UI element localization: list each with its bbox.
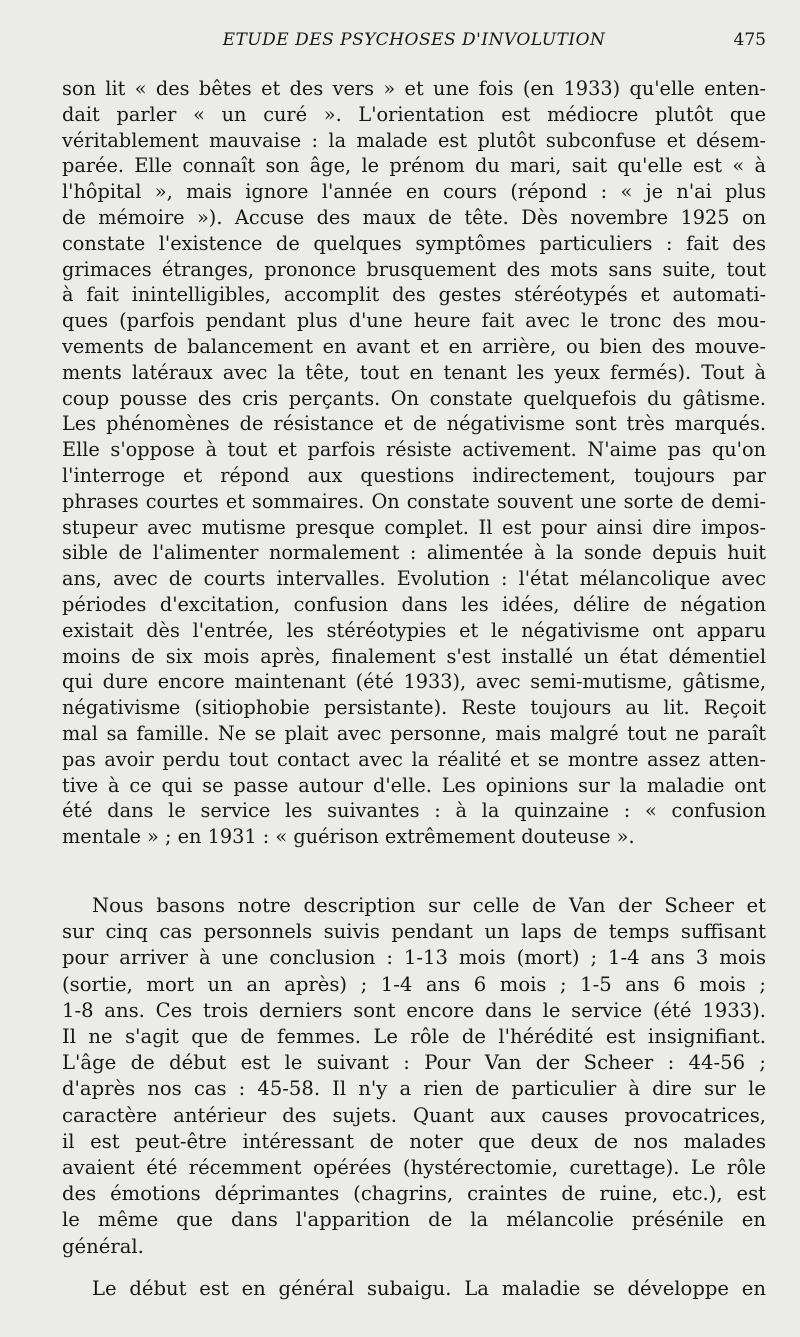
text-line: mentale » ; en 1931 : « guérison extrêmement douteuse ». bbox=[62, 825, 635, 849]
text-line: le même que dans l'apparition de la mélancolie présénile en bbox=[62, 1208, 766, 1232]
text-line: Il ne s'agit que de femmes. Le rôle de l'hérédité est insignifiant. bbox=[62, 1025, 766, 1049]
text-line: son lit « des bêtes et des vers » et une fois (en 1933) qu'elle enten- bbox=[62, 77, 766, 100]
text-line: phrases courtes et sommaires. On constate souvent une sorte de demi- bbox=[62, 489, 766, 513]
running-title: ETUDE DES PSYCHOSES D'INVOLUTION bbox=[222, 30, 606, 50]
text-line: Le début est en général subaigu. La maladie se développe en bbox=[92, 1277, 766, 1300]
text-line: avaient été récemment opérées (hystérectomie, curettage). Le rôle bbox=[62, 1156, 766, 1180]
text-line: des émotions déprimantes (chagrins, craintes de ruine, etc.), est bbox=[62, 1182, 766, 1206]
text-line: vements de balancement en avant et en arrière, ou bien des mouve- bbox=[62, 334, 766, 358]
text-line: pour arriver à une conclusion : 1-13 mois (mort) ; 1-4 ans 3 mois bbox=[62, 946, 766, 970]
text-line: à fait inintelligibles, accomplit des gestes stéréotypés et automati- bbox=[62, 283, 766, 307]
page-header bbox=[62, 30, 766, 56]
paragraph-case-report bbox=[62, 76, 766, 850]
text-line: Les phénomènes de résistance et de négativisme sont très marqués. bbox=[62, 412, 766, 436]
text-line: qui dure encore maintenant (été 1933), avec semi-mutisme, gâtisme, bbox=[62, 670, 766, 694]
text-line: il est peut-être intéressant de noter que deux de nos malades bbox=[62, 1129, 766, 1153]
text-line: caractère antérieur des sujets. Quant aux causes provocatrices, bbox=[62, 1103, 766, 1127]
text-line: ments latéraux avec la tête, tout en tenant les yeux fermés). Tout à bbox=[62, 360, 766, 384]
text-line: moins de six mois après, finalement s'est installé un état démentiel bbox=[62, 644, 766, 668]
paragraph-onset bbox=[62, 1276, 766, 1302]
text-line: ans, avec de courts intervalles. Evolution : l'état mélancolique avec bbox=[62, 567, 766, 591]
text-line: l'interroge et répond aux questions indirectement, toujours par bbox=[62, 463, 766, 487]
text-line: l'hôpital », mais ignore l'année en cours (répond : « je n'ai plus bbox=[62, 180, 766, 204]
text-line: périodes d'excitation, confusion dans les idées, délire de négation bbox=[62, 592, 766, 616]
text-line: parée. Elle connaît son âge, le prénom du mari, sait qu'elle est « à bbox=[62, 154, 766, 178]
text-line: existait dès l'entrée, les stéréotypies et le négativisme ont apparu bbox=[62, 618, 766, 642]
text-line: Nous basons notre description sur celle de Van der Scheer et bbox=[92, 894, 766, 917]
text-line: véritablement mauvaise : la malade est plutôt subconfuse et désem- bbox=[62, 128, 766, 152]
text-line: L'âge de début est le suivant : Pour Van der Scheer : 44-56 ; bbox=[62, 1051, 766, 1075]
paragraph-description bbox=[62, 893, 766, 1260]
text-line: négativisme (sitiophobie persistante). Reste toujours au lit. Reçoit bbox=[62, 696, 766, 720]
text-line: coup pousse des cris perçants. On constate quelquefois du gâtisme. bbox=[62, 386, 766, 410]
text-line: de mémoire »). Accuse des maux de tête. Dès novembre 1925 on bbox=[62, 205, 766, 229]
text-line: Elle s'oppose à tout et parfois résiste activement. N'aime pas qu'on bbox=[62, 438, 766, 462]
text-line: dait parler « un curé ». L'orientation est médiocre plutôt que bbox=[62, 102, 766, 126]
text-line: tive à ce qui se passe autour d'elle. Les opinions sur la maladie ont bbox=[62, 773, 766, 797]
text-line: constate l'existence de quelques symptômes particuliers : fait des bbox=[62, 231, 766, 255]
text-line: sible de l'alimenter normalement : alimentée à la sonde depuis huit bbox=[62, 541, 766, 565]
text-line: sur cinq cas personnels suivis pendant un laps de temps suffisant bbox=[62, 920, 766, 944]
text-line: général. bbox=[62, 1234, 144, 1258]
text-line: ques (parfois pendant plus d'une heure fait avec le tronc des mou- bbox=[62, 309, 766, 333]
text-line: stupeur avec mutisme presque complet. Il est pour ainsi dire impos- bbox=[62, 515, 766, 539]
text-line: (sortie, mort un an après) ; 1-4 ans 6 mois ; 1-5 ans 6 mois ; bbox=[62, 972, 766, 996]
text-line: pas avoir perdu tout contact avec la réalité et se montre assez atten- bbox=[62, 747, 766, 771]
text-line: 1-8 ans. Ces trois derniers sont encore dans le service (été 1933). bbox=[62, 998, 766, 1022]
text-line: été dans le service les suivantes : à la quinzaine : « confusion bbox=[62, 799, 766, 823]
page-number: 475 bbox=[733, 30, 766, 50]
text-line: mal sa famille. Ne se plait avec personne, mais malgré tout ne paraît bbox=[62, 721, 766, 745]
text-line: d'après nos cas : 45-58. Il n'y a rien de particulier à dire sur le bbox=[62, 1077, 766, 1101]
text-line: grimaces étranges, prononce brusquement des mots sans suite, tout bbox=[62, 257, 766, 281]
